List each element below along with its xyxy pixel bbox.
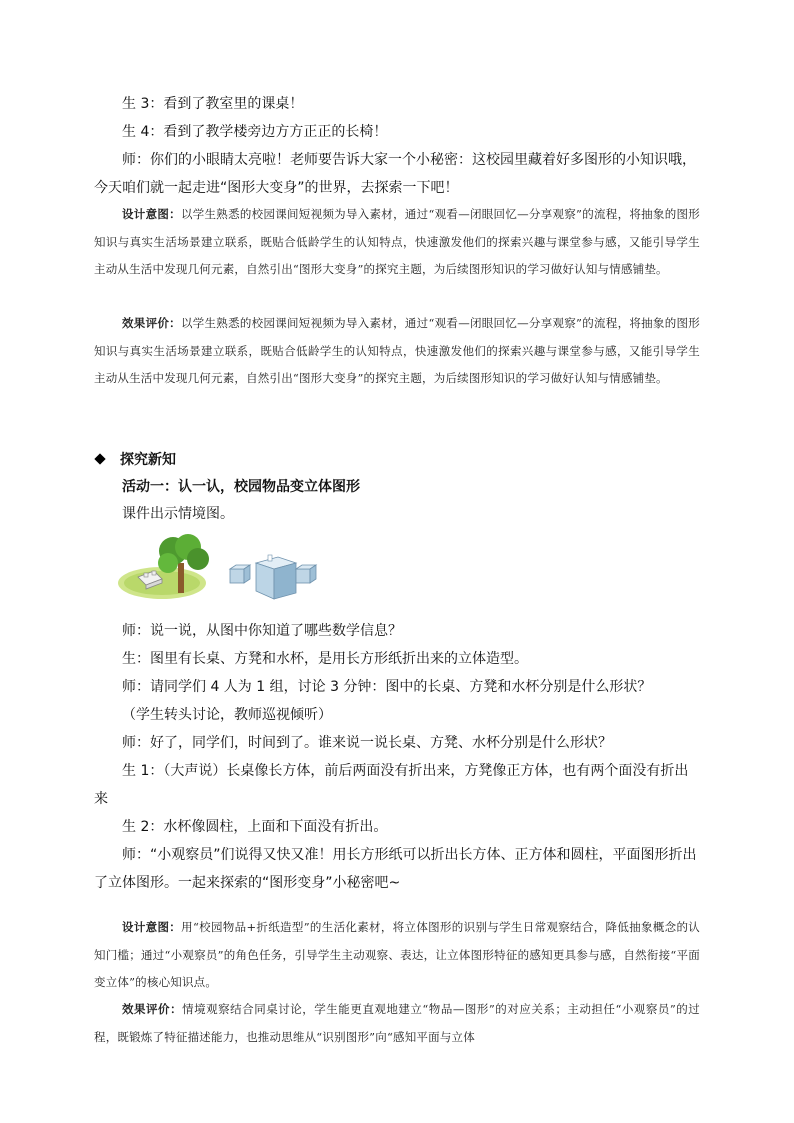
dialog-line: 生 1：（大声说）长桌像长方体，前后两面没有折出来，方凳像正方体，也有两个面没有折出来 — [94, 763, 689, 807]
design-intent-note — [94, 201, 700, 284]
dialog-line: 生 4：看到了教学楼旁边方方正正的长椅！ — [122, 124, 388, 140]
dialog-line: （学生转头讨论，教师巡视倾听） — [122, 707, 332, 723]
dialog-line: 师：“小观察员”们说得又快又准！用长方形纸可以折出长方体、正方体和圆柱，平面图形折出了立体图形。一起来探索的“图形变身”小秘密吧~ — [94, 847, 697, 891]
section-title: 探究新知 — [120, 452, 176, 468]
effect-evaluation-note — [94, 310, 700, 393]
section-heading — [94, 446, 176, 474]
effect-evaluation-note — [94, 996, 700, 1051]
dialog-line: 师：请同学们 4 人为 1 组，讨论 3 分钟：图中的长桌、方凳和水杯分别是什么形状？ — [122, 679, 652, 695]
note-text: 以学生熟悉的校园课间短视频为导入素材，通过“观看—闭眼回忆—分享观察”的流程，将抽象的图形知识与真实生活场景建立联系，既贴合低龄学生的认知特点，快速激发他们的探索兴趣与课堂参与感，又能引导学生主动从生活中发现几何元素，自然引出“图形大变身”的探究主题，为后续图形知识的学习做好认知与情感铺垫。 — [94, 316, 700, 385]
activity-title: 活动一：认一认，校园物品变立体图形 — [122, 479, 360, 495]
note-label: 设计意图： — [122, 207, 181, 221]
note-text: 以学生熟悉的校园课间短视频为导入素材，通过“观看—闭眼回忆—分享观察”的流程，将抽象的图形知识与真实生活场景建立联系，既贴合低龄学生的认知特点，快速激发他们的探索兴趣与课堂参与感，又能引导学生主动从生活中发现几何元素，自然引出“图形大变身”的探究主题，为后续图形知识的学习做好认知与情感铺垫。 — [94, 207, 700, 276]
scene-illustration — [118, 533, 318, 603]
dialog-line: 生：图里有长桌、方凳和水杯，是用长方形纸折出来的立体造型。 — [122, 651, 528, 667]
diamond-bullet-icon — [94, 453, 105, 464]
intro-line: 课件出示情境图。 — [122, 506, 234, 522]
dialog-line: 师：好了，同学们，时间到了。谁来说一说长桌、方凳、水杯分别是什么形状？ — [122, 735, 612, 751]
note-label: 效果评价： — [122, 1002, 183, 1016]
dialog-line: 师：你们的小眼睛太亮啦！老师要告诉大家一个小秘密：这校园里藏着好多图形的小知识哦，今天咱们就一起走进“图形大变身”的世界，去探索一下吧！ — [94, 152, 696, 196]
design-intent-note — [94, 914, 700, 997]
dialog-line: 师：说一说，从图中你知道了哪些数学信息？ — [122, 623, 402, 639]
note-label: 设计意图： — [122, 920, 182, 934]
note-text: 用“校园物品+折纸造型”的生活化素材，将立体图形的识别与学生日常观察结合，降低抽象概念的认知门槛；通过“小观察员”的角色任务，引导学生主动观察、表达，让立体图形特征的感知更具参与感，自然衔接“平面变立体”的核心知识点。 — [94, 920, 700, 989]
note-text: 情境观察结合同桌讨论，学生能更直观地建立“物品—图形”的对应关系；主动担任“小观察员”的过程，既锻炼了特征描述能力，也推动思维从“识别图形”向“感知平面与立体 — [94, 1002, 701, 1044]
dialog-line: 生 3：看到了教室里的课桌！ — [122, 96, 304, 112]
dialog-line: 生 2：水杯像圆柱，上面和下面没有折出。 — [122, 819, 388, 835]
note-label: 效果评价： — [122, 316, 181, 330]
